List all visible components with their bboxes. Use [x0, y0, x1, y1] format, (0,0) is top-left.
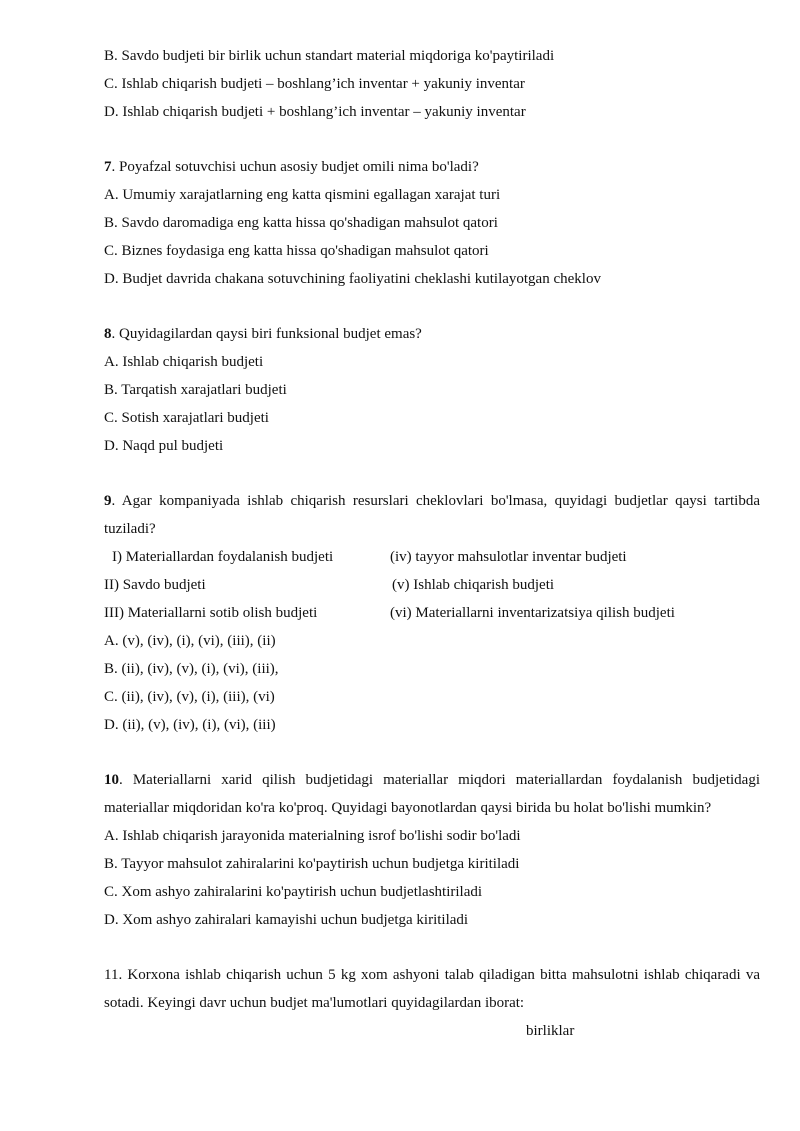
q9-item-v: (v) Ishlab chiqarish budjeti: [392, 577, 555, 593]
q10-option-c: C. Xom ashyo zahiralarini ko'paytirish uchun budjetlashtiriladi: [104, 884, 483, 900]
spacer: [104, 293, 760, 320]
question-7: [104, 153, 760, 293]
q8-option-a: A. Ishlab chiqarish budjeti: [104, 354, 264, 370]
q9-item-iv: (iv) tayyor mahsulotlar inventar budjeti: [390, 549, 627, 565]
q6-option-b: B. Savdo budjeti bir birlik uchun standart material miqdoriga ko'paytiriladi: [104, 48, 555, 64]
q9-item-i: I) Materiallardan foydalanish budjeti: [112, 549, 334, 565]
spacer: [104, 126, 760, 153]
q9-items-row-2: [104, 571, 760, 599]
question-10: [104, 766, 760, 934]
q7-question-text: . Poyafzal sotuvchisi uchun asosiy budjet omili nima bo'ladi?: [111, 159, 479, 175]
q9-item-vi: (vi) Materiallarni inventarizatsiya qilish budjeti: [390, 605, 675, 621]
spacer: [104, 934, 760, 961]
q7-option-a: A. Umumiy xarajatlarning eng katta qismini egallagan xarajat turi: [104, 187, 501, 203]
q11-question: 11. Korxona ishlab chiqarish uchun 5 kg xom ashyoni talab qiladigan bitta mahsulotni ishlab chiqaradi va sotadi. Keyingi davr uchun budjet ma'lumotlari quyidagilardan iborat:: [104, 967, 760, 1011]
q8-option-d: D. Naqd pul budjeti: [104, 438, 224, 454]
q10-number: 10: [104, 772, 119, 788]
q9-option-b: B. (ii), (iv), (v), (i), (vi), (iii),: [104, 661, 279, 677]
q9-number: 9: [104, 493, 112, 509]
q10-option-b: B. Tayyor mahsulot zahiralarini ko'paytirish uchun budjetga kiritiladi: [104, 856, 520, 872]
q10-option-d: D. Xom ashyo zahiralari kamayishi uchun budjetga kiritiladi: [104, 912, 469, 928]
spacer: [104, 739, 760, 766]
q8-option-c: C. Sotish xarajatlari budjeti: [104, 410, 269, 426]
q8-option-b: B. Tarqatish xarajatlari budjeti: [104, 382, 287, 398]
q8-question: [104, 320, 760, 348]
q9-option-a: A. (v), (iv), (i), (vi), (iii), (ii): [104, 633, 276, 649]
q10-question: [104, 766, 760, 822]
q7-option-b: B. Savdo daromadiga eng katta hissa qo'shadigan mahsulot qatori: [104, 215, 498, 231]
spacer: [104, 460, 760, 487]
q8-question-text: . Quyidagilardan qaysi biri funksional budjet emas?: [111, 326, 422, 342]
q9-question-text: . Agar kompaniyada ishlab chiqarish resurslari cheklovlari bo'lmasa, quyidagi budjetlar qaysi tartibda tuziladi?: [104, 493, 760, 537]
question-6-options: [104, 42, 760, 126]
q9-item-ii: II) Savdo budjeti: [104, 577, 206, 593]
question-8: [104, 320, 760, 460]
q7-number: 7: [104, 159, 112, 175]
q7-option-c: C. Biznes foydasiga eng katta hissa qo'shadigan mahsulot qatori: [104, 243, 489, 259]
q9-items-row-3: [104, 599, 760, 627]
document-content: [104, 42, 760, 1045]
q9-question: [104, 487, 760, 543]
question-11: [104, 961, 760, 1045]
q10-question-text: . Materiallarni xarid qilish budjetidagi materiallar miqdori materiallardan foydalanish budjetidagi materiallar miqdoridan ko'ra ko'proq. Quyidagi bayonotlardan qaysi birida bu holat bo'lishi mumkin?: [104, 772, 760, 816]
question-9: [104, 487, 760, 739]
q11-table-header: [104, 1017, 760, 1045]
q7-question: [104, 153, 760, 181]
q9-option-d: D. (ii), (v), (iv), (i), (vi), (iii): [104, 717, 276, 733]
q11-units-label: birliklar: [526, 1023, 575, 1039]
q6-option-d: D. Ishlab chiqarish budjeti + boshlang’ich inventar – yakuniy inventar: [104, 104, 526, 120]
q9-items-row-1: [104, 543, 760, 571]
q9-item-iii: III) Materiallarni sotib olish budjeti: [104, 605, 318, 621]
q6-option-c: C. Ishlab chiqarish budjeti – boshlang’ich inventar + yakuniy inventar: [104, 76, 525, 92]
q7-option-d: D. Budjet davrida chakana sotuvchining faoliyatini cheklashi kutilayotgan cheklov: [104, 271, 601, 287]
q8-number: 8: [104, 326, 112, 342]
q9-option-c: C. (ii), (iv), (v), (i), (iii), (vi): [104, 689, 275, 705]
q10-option-a: A. Ishlab chiqarish jarayonida materialning isrof bo'lishi sodir bo'ladi: [104, 828, 521, 844]
